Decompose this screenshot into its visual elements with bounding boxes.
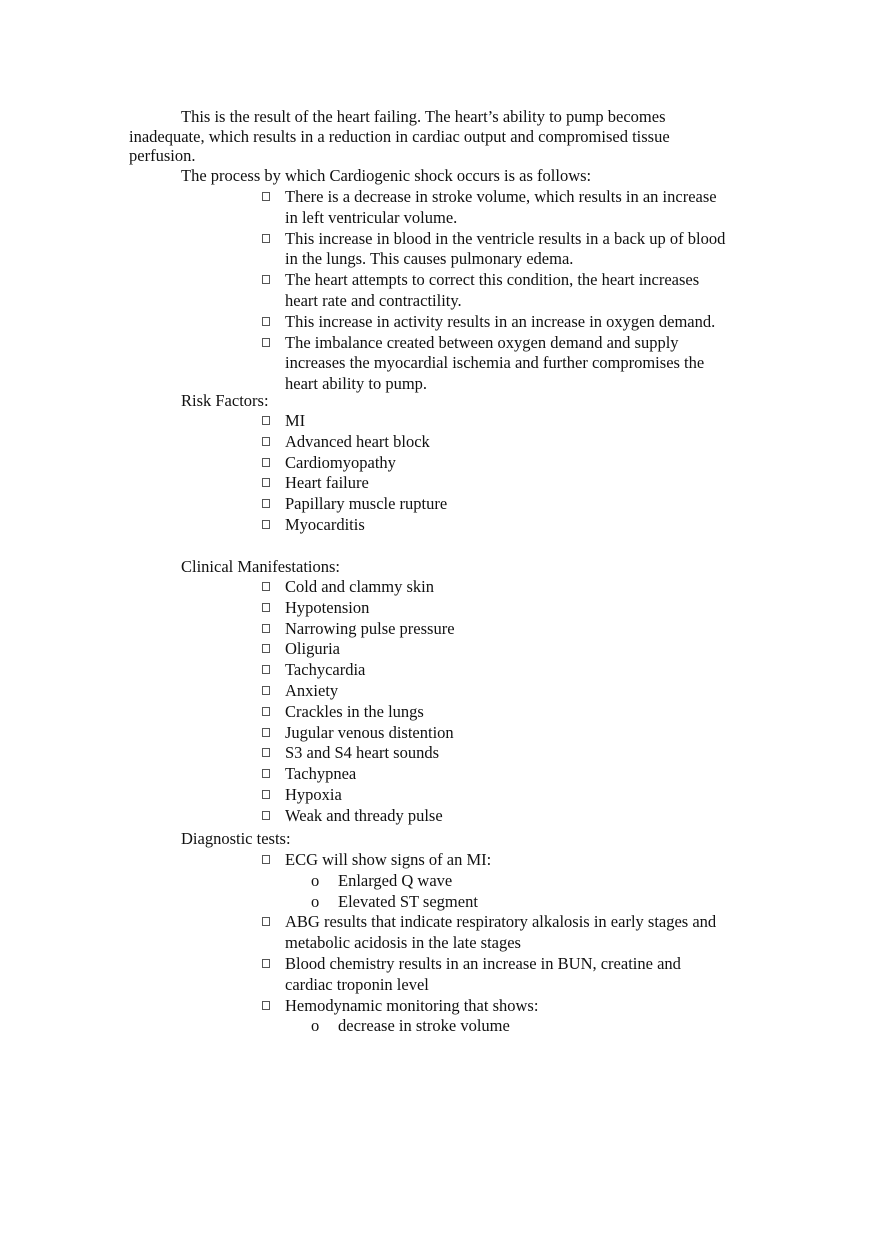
risk-factors-heading: Risk Factors: [181, 391, 269, 410]
list-item: Hypotension [262, 598, 762, 619]
checkbox-bullet-icon [262, 917, 270, 926]
checkbox-bullet-icon [262, 317, 270, 326]
checkbox-bullet-icon [262, 707, 270, 716]
checkbox-bullet-icon [262, 1001, 270, 1010]
list-item: Crackles in the lungs [262, 702, 762, 723]
checkbox-bullet-icon [262, 769, 270, 778]
sub-list-item: o Elevated ST segment [311, 891, 478, 911]
list-item: Anxiety [262, 681, 762, 702]
intro-line-3: perfusion. [129, 146, 196, 165]
list-item: Jugular venous distention [262, 723, 762, 744]
list-item: Weak and thready pulse [262, 806, 762, 827]
checkbox-bullet-icon [262, 437, 270, 446]
list-item: Papillary muscle rupture [262, 494, 762, 515]
risk-factors-list [262, 411, 762, 536]
checkbox-bullet-icon [262, 790, 270, 799]
checkbox-bullet-icon [262, 192, 270, 201]
list-item: Tachycardia [262, 660, 762, 681]
list-item: Heart failure [262, 473, 762, 494]
process-heading: The process by which Cardiogenic shock occurs is as follows: [181, 166, 592, 185]
checkbox-bullet-icon [262, 686, 270, 695]
list-item: Advanced heart block [262, 432, 762, 453]
list-item: There is a decrease in stroke volume, which results in an increase in left ventricular volume. [262, 187, 762, 229]
list-item: MI [262, 411, 762, 432]
checkbox-bullet-icon [262, 748, 270, 757]
checkbox-bullet-icon [262, 855, 270, 864]
checkbox-bullet-icon [262, 338, 270, 347]
list-item: Cardiomyopathy [262, 453, 762, 474]
process-steps-list [262, 187, 762, 395]
checkbox-bullet-icon [262, 624, 270, 633]
list-item: Narrowing pulse pressure [262, 619, 762, 640]
list-item: The imbalance created between oxygen demand and supply increases the myocardial ischemia and further compromises the heart ability to pump. [262, 333, 762, 395]
list-item: Hypoxia [262, 785, 762, 806]
clinical-heading: Clinical Manifestations: [181, 557, 341, 576]
hemo-sublist [285, 1016, 762, 1037]
ecg-item: ECG will show signs of an MI: [285, 850, 492, 869]
checkbox-bullet-icon [262, 520, 270, 529]
checkbox-bullet-icon [262, 275, 270, 284]
checkbox-bullet-icon [262, 234, 270, 243]
list-item: ABG results that indicate respiratory alkalosis in early stages and metabolic acidosis in the late stages [262, 912, 762, 954]
checkbox-bullet-icon [262, 603, 270, 612]
diagnostic-list [262, 850, 762, 1037]
sub-list-item: o decrease in stroke volume [311, 1016, 510, 1036]
checkbox-bullet-icon [262, 665, 270, 674]
list-item: This increase in blood in the ventricle results in a back up of blood in the lungs. This causes pulmonary edema. [262, 229, 762, 271]
list-item: Cold and clammy skin [262, 577, 762, 598]
sub-list-item: o Enlarged Q wave [311, 870, 453, 890]
checkbox-bullet-icon [262, 416, 270, 425]
checkbox-bullet-icon [262, 458, 270, 467]
checkbox-bullet-icon [262, 728, 270, 737]
list-item: Tachypnea [262, 764, 762, 785]
intro-line-2: inadequate, which results in a reduction in cardiac output and compromised tissue [129, 127, 670, 146]
intro-line-1: This is the result of the heart failing. The heart’s ability to pump becomes [181, 107, 666, 126]
list-item [262, 996, 762, 1038]
list-item: Myocarditis [262, 515, 762, 536]
clinical-list [262, 577, 762, 827]
checkbox-bullet-icon [262, 644, 270, 653]
checkbox-bullet-icon [262, 499, 270, 508]
checkbox-bullet-icon [262, 959, 270, 968]
checkbox-bullet-icon [262, 582, 270, 591]
ecg-sublist [285, 871, 762, 913]
checkbox-bullet-icon [262, 478, 270, 487]
hemo-item: Hemodynamic monitoring that shows: [285, 995, 539, 1015]
list-item [262, 850, 762, 912]
checkbox-bullet-icon [262, 811, 270, 820]
list-item: S3 and S4 heart sounds [262, 743, 762, 764]
diagnostic-heading: Diagnostic tests: [181, 829, 291, 848]
list-item: The heart attempts to correct this condition, the heart increases heart rate and contractility. [262, 270, 762, 312]
list-item: Blood chemistry results in an increase in BUN, creatine and cardiac troponin level [262, 954, 762, 996]
list-item: This increase in activity results in an increase in oxygen demand. [262, 312, 762, 333]
list-item: Oliguria [262, 639, 762, 660]
